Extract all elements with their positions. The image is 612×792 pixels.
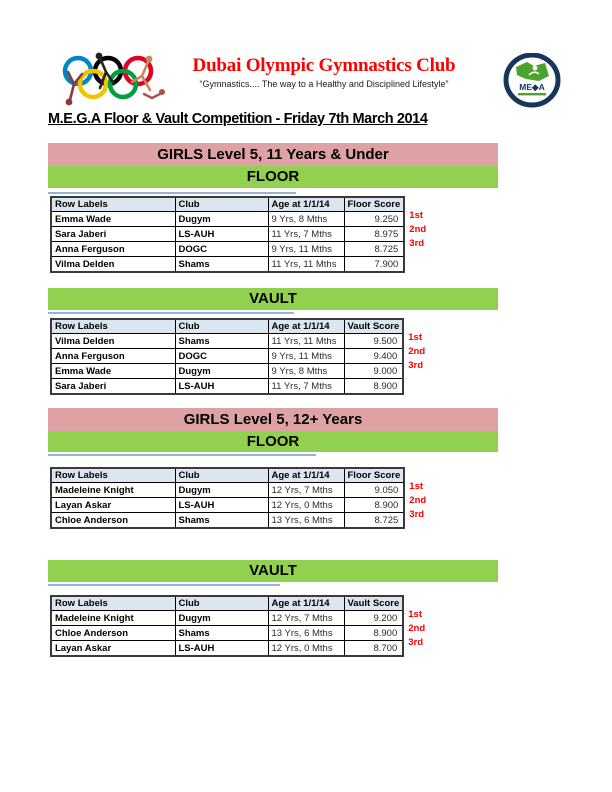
event-banner-floor-2: FLOOR xyxy=(48,431,498,452)
age-cell: 9 Yrs, 11 Mths xyxy=(268,349,344,364)
rank-column xyxy=(408,318,425,387)
club-cell: LS-AUH xyxy=(175,379,268,395)
score-cell: 8.975 xyxy=(344,227,404,242)
table-row xyxy=(51,498,404,513)
table-header-row xyxy=(51,197,404,212)
rank-label: 2nd xyxy=(408,623,426,634)
score-cell: 9.250 xyxy=(344,212,404,227)
score-cell: 8.725 xyxy=(344,242,404,257)
divider-line xyxy=(48,454,316,456)
score-cell: 9.500 xyxy=(344,334,403,349)
rank-column xyxy=(409,467,426,522)
club-cell: LS-AUH xyxy=(175,641,268,657)
athlete-name-cell: Emma Wade xyxy=(51,364,175,379)
age-cell: 9 Yrs, 11 Mths xyxy=(268,242,344,257)
age-cell: 11 Yrs, 7 Mths xyxy=(268,379,344,395)
results-table xyxy=(50,595,404,657)
divider-line xyxy=(48,584,280,586)
results-table xyxy=(50,467,405,529)
athlete-name-cell: Vilma Delden xyxy=(51,257,175,273)
athlete-name-cell: Chloe Anderson xyxy=(51,513,175,529)
table-row xyxy=(51,611,403,626)
age-cell: 12 Yrs, 0 Mths xyxy=(268,641,344,657)
score-cell: 8.900 xyxy=(344,379,403,395)
score-cell: 9.400 xyxy=(344,349,403,364)
col-header-club: Club xyxy=(175,596,268,611)
score-cell: 9.000 xyxy=(344,364,403,379)
athlete-name-cell: Chloe Anderson xyxy=(51,626,175,641)
rank-label: 1st xyxy=(409,210,424,221)
rank-label xyxy=(408,373,425,387)
document-title: M.E.G.A Floor & Vault Competition - Friday 7th March 2014 xyxy=(48,111,428,127)
olympic-rings-gymnasts-icon xyxy=(56,50,174,108)
results-table-12plus-vault xyxy=(50,595,425,657)
age-cell: 9 Yrs, 8 Mths xyxy=(268,212,344,227)
col-header-age: Age at 1/1/14 xyxy=(268,468,344,483)
results-table xyxy=(50,196,405,273)
table-row xyxy=(51,257,404,273)
results-table-11under-floor xyxy=(50,196,426,273)
table-row xyxy=(51,242,404,257)
rank-label: 3rd xyxy=(409,238,425,249)
event-banner-vault-2: VAULT xyxy=(48,560,498,582)
table-row xyxy=(51,379,403,395)
rank-label: 2nd xyxy=(408,346,426,357)
divider-line xyxy=(48,312,294,314)
rank-label xyxy=(409,251,426,265)
score-cell: 8.700 xyxy=(344,641,403,657)
group-banner-11-under: GIRLS Level 5, 11 Years & Under xyxy=(48,143,498,166)
col-header-club: Club xyxy=(175,319,268,334)
rank-label: 3rd xyxy=(409,509,425,520)
rank-label: 2nd xyxy=(409,224,427,235)
club-cell: Shams xyxy=(175,334,268,349)
club-cell: LS-AUH xyxy=(175,498,268,513)
group-banner-12plus: GIRLS Level 5, 12+ Years xyxy=(48,408,498,431)
table-row xyxy=(51,513,404,529)
club-cell: Shams xyxy=(175,257,268,273)
divider-line xyxy=(48,192,296,194)
club-cell: Dugym xyxy=(175,364,268,379)
col-header-score: Vault Score xyxy=(344,596,403,611)
score-cell: 9.050 xyxy=(344,483,404,498)
age-cell: 9 Yrs, 8 Mths xyxy=(268,364,344,379)
club-cell: DOGC xyxy=(175,349,268,364)
col-header-row-labels: Row Labels xyxy=(51,596,175,611)
age-cell: 11 Yrs, 11 Mths xyxy=(268,334,344,349)
club-cell: Dugym xyxy=(175,483,268,498)
rank-label: 1st xyxy=(408,609,422,620)
athlete-name-cell: Layan Askar xyxy=(51,641,175,657)
rank-label: 3rd xyxy=(408,637,424,648)
rank-label: 1st xyxy=(408,332,422,343)
club-cell: Dugym xyxy=(175,611,268,626)
col-header-club: Club xyxy=(175,468,268,483)
table-row xyxy=(51,483,404,498)
col-header-score: Floor Score xyxy=(344,197,404,212)
athlete-name-cell: Emma Wade xyxy=(51,212,175,227)
athlete-name-cell: Sara Jaberi xyxy=(51,227,175,242)
event-banner-vault-1: VAULT xyxy=(48,288,498,310)
mega-club-badge-icon xyxy=(503,53,561,108)
table-row xyxy=(51,227,404,242)
athlete-name-cell: Layan Askar xyxy=(51,498,175,513)
table-row xyxy=(51,364,403,379)
mega-badge-text: ME◆A xyxy=(519,82,545,92)
score-cell: 7.900 xyxy=(344,257,404,273)
table-row xyxy=(51,626,403,641)
score-cell: 8.725 xyxy=(344,513,404,529)
rank-column xyxy=(408,595,425,650)
athlete-name-cell: Anna Ferguson xyxy=(51,242,175,257)
club-cell: Shams xyxy=(175,513,268,529)
club-title: Dubai Olympic Gymnastics Club xyxy=(192,55,456,76)
col-header-score: Floor Score xyxy=(344,468,404,483)
athlete-name-cell: Sara Jaberi xyxy=(51,379,175,395)
age-cell: 12 Yrs, 7 Mths xyxy=(268,611,344,626)
club-cell: LS-AUH xyxy=(175,227,268,242)
table-row xyxy=(51,349,403,364)
age-cell: 13 Yrs, 6 Mths xyxy=(268,626,344,641)
club-cell: Shams xyxy=(175,626,268,641)
col-header-age: Age at 1/1/14 xyxy=(268,197,344,212)
table-header-row xyxy=(51,596,403,611)
table-row xyxy=(51,212,404,227)
col-header-row-labels: Row Labels xyxy=(51,319,175,334)
results-table-11under-vault xyxy=(50,318,425,395)
club-cell: Dugym xyxy=(175,212,268,227)
col-header-score: Vault Score xyxy=(344,319,403,334)
athlete-name-cell: Madeleine Knight xyxy=(51,483,175,498)
club-cell: DOGC xyxy=(175,242,268,257)
rank-column xyxy=(409,196,426,265)
age-cell: 12 Yrs, 7 Mths xyxy=(268,483,344,498)
col-header-club: Club xyxy=(175,197,268,212)
athlete-name-cell: Vilma Delden xyxy=(51,334,175,349)
age-cell: 11 Yrs, 7 Mths xyxy=(268,227,344,242)
club-tagline: “Gymnastics.... The way to a Healthy and Disciplined Lifestyle” xyxy=(199,78,449,89)
col-header-row-labels: Row Labels xyxy=(51,197,175,212)
results-table-12plus-floor xyxy=(50,467,426,529)
age-cell: 13 Yrs, 6 Mths xyxy=(268,513,344,529)
table-header-row xyxy=(51,468,404,483)
event-banner-floor-1: FLOOR xyxy=(48,166,498,188)
rank-label: 2nd xyxy=(409,495,427,506)
rank-label: 1st xyxy=(409,481,424,492)
col-header-age: Age at 1/1/14 xyxy=(268,596,344,611)
rank-label: 3rd xyxy=(408,360,424,371)
table-header-row xyxy=(51,319,403,334)
score-cell: 9.200 xyxy=(344,611,403,626)
results-table xyxy=(50,318,404,395)
col-header-row-labels: Row Labels xyxy=(51,468,175,483)
col-header-age: Age at 1/1/14 xyxy=(268,319,344,334)
table-row xyxy=(51,334,403,349)
score-cell: 8.900 xyxy=(344,626,403,641)
score-cell: 8.900 xyxy=(344,498,404,513)
athlete-name-cell: Anna Ferguson xyxy=(51,349,175,364)
athlete-name-cell: Madeleine Knight xyxy=(51,611,175,626)
header-text-block xyxy=(176,55,472,89)
table-row xyxy=(51,641,403,657)
age-cell: 11 Yrs, 11 Mths xyxy=(268,257,344,273)
age-cell: 12 Yrs, 0 Mths xyxy=(268,498,344,513)
